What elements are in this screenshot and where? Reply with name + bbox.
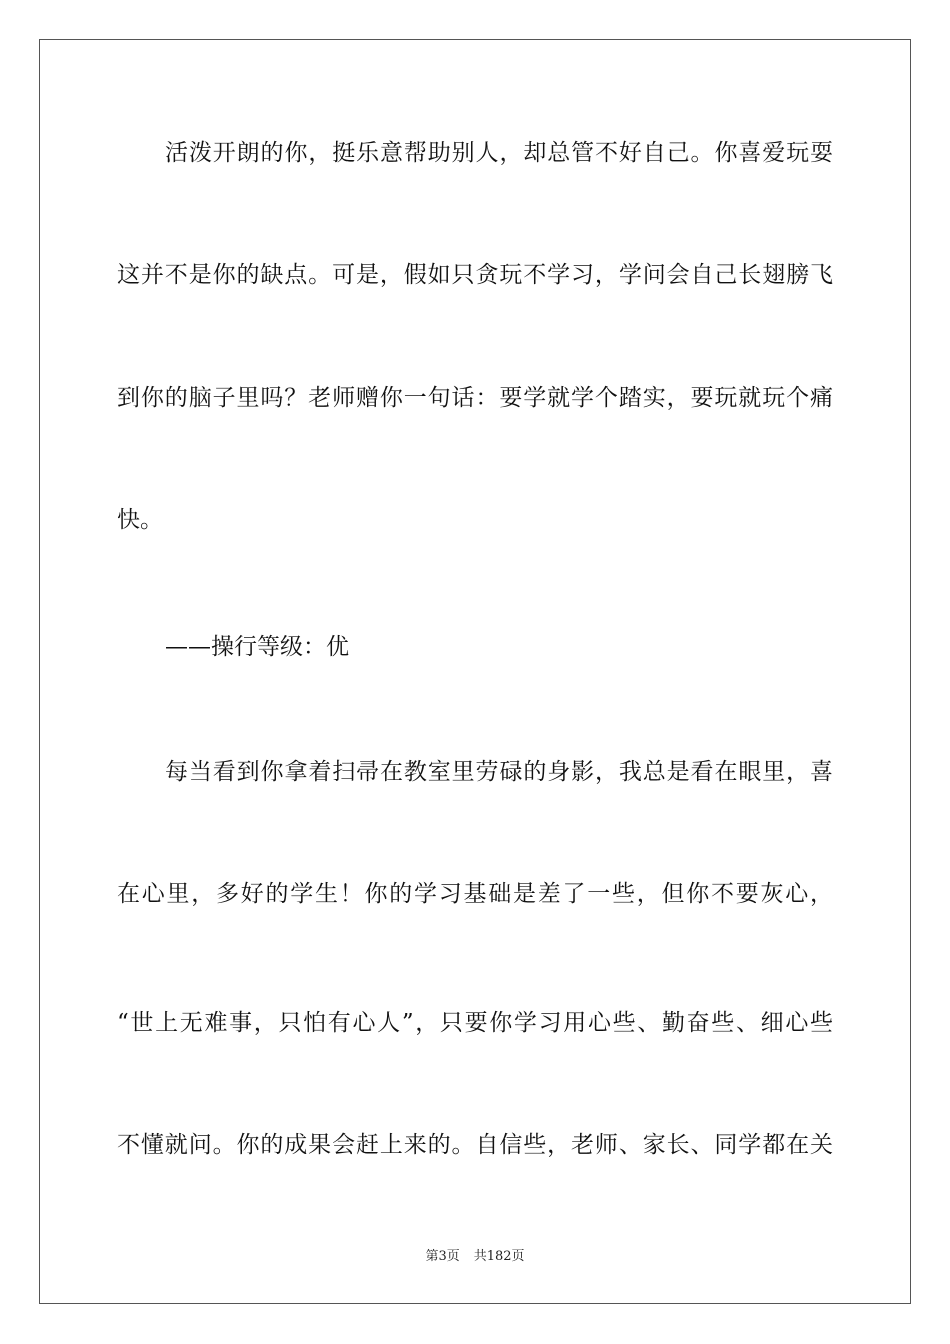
total-pages: 共182页 (473, 1249, 525, 1264)
paragraph-3-line-2: 在心里，多好的学生！你的学习基础是差了一些，但你不要灰心， (117, 881, 833, 907)
page-number: 第3页 (425, 1249, 460, 1264)
paragraph-3-line-4: 不懂就问。你的成果会赶上来的。自信些，老师、家长、同学都在关 (117, 1132, 833, 1158)
paragraph-3-line-3: “世上无难事，只怕有心人”，只要你学习用心些、勤奋些、细心些 (117, 1010, 833, 1036)
grade-line: ——操行等级：优 (165, 634, 349, 660)
paragraph-1-line-2: 这并不是你的缺点。可是，假如只贪玩不学习，学问会自己长翅膀飞 (117, 262, 833, 288)
paragraph-3-line-1: 每当看到你拿着扫帚在教室里劳碌的身影，我总是看在眼里，喜 (165, 759, 833, 785)
page-footer (0, 1248, 950, 1266)
paragraph-1-line-4: 快。 (117, 507, 163, 533)
paragraph-1-line-3: 到你的脑子里吗？老师赠你一句话：要学就学个踏实，要玩就玩个痛 (117, 385, 833, 411)
paragraph-1-line-1: 活泼开朗的你，挺乐意帮助别人，却总管不好自己。你喜爱玩耍 (165, 140, 833, 166)
page-border (39, 39, 911, 1304)
